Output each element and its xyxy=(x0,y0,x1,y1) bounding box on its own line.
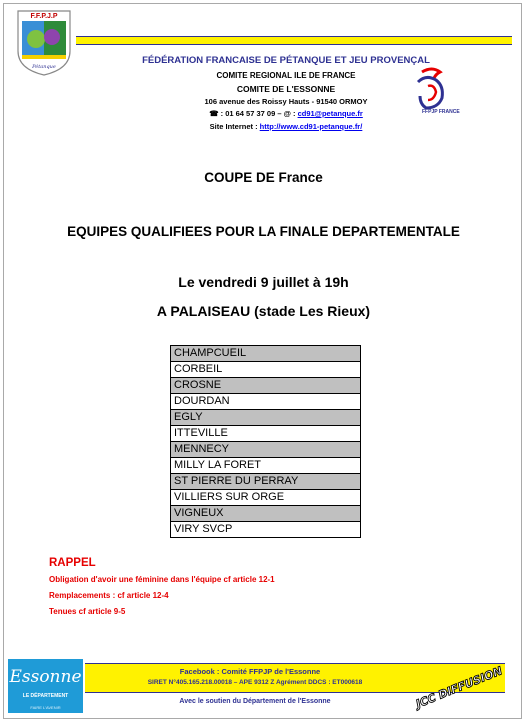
footer-support: Avec le soutien du Département de l'Essonne xyxy=(179,698,331,705)
rappel-line: Remplacements : cf article 12-4 xyxy=(49,591,169,600)
footer-siret: SIRET N°405.165.218.00018 – APE 9312 Z Agrément DDCS : ET000618 xyxy=(147,679,363,686)
svg-text:FFPJP FRANCE: FFPJP FRANCE xyxy=(422,109,460,115)
table-row xyxy=(171,394,361,410)
svg-text:JCC DIFFUSION: JCC DIFFUSION xyxy=(414,664,505,711)
table-row xyxy=(171,458,361,474)
table-row xyxy=(171,410,361,426)
team-cell: CORBEIL xyxy=(171,362,361,378)
rappel-line: Obligation d'avoir une féminine dans l'équipe cf article 12-1 xyxy=(49,575,275,584)
essonne-tagline: FAIRE L'AVENIR xyxy=(30,705,61,710)
team-cell: DOURDAN xyxy=(171,394,361,410)
ffpjp-logo xyxy=(14,7,74,77)
federation-name: FÉDÉRATION FRANCAISE DE PÉTANQUE ET JEU PROVENÇAL xyxy=(142,55,430,66)
team-cell: CHAMPCUEIL xyxy=(171,346,361,362)
team-cell: CROSNE xyxy=(171,378,361,394)
regional-committee: COMITE REGIONAL ILE DE FRANCE xyxy=(216,71,356,80)
table-row xyxy=(171,426,361,442)
team-cell: MILLY LA FORET xyxy=(171,458,361,474)
essonne-logo xyxy=(8,659,83,713)
email-link[interactable]: cd91@petanque.fr xyxy=(297,109,363,118)
ffpjp-france-logo xyxy=(412,64,460,115)
table-row xyxy=(171,346,361,362)
team-cell: ITTEVILLE xyxy=(171,426,361,442)
table-row xyxy=(171,522,361,538)
qualified-teams-table xyxy=(170,345,361,538)
svg-text:F.F.P.J.P: F.F.P.J.P xyxy=(30,13,58,20)
team-cell: VIRY SVCP xyxy=(171,522,361,538)
table-row xyxy=(171,490,361,506)
svg-text:Pétanque: Pétanque xyxy=(32,64,56,70)
rappel-line: Tenues cf article 9-5 xyxy=(49,607,126,616)
event-date: Le vendredi 9 juillet à 19h xyxy=(178,274,349,290)
team-cell: VIGNEUX xyxy=(171,506,361,522)
table-row xyxy=(171,474,361,490)
table-row xyxy=(171,506,361,522)
event-location: A PALAISEAU (stade Les Rieux) xyxy=(156,303,371,319)
phone-text: ☎ : 01 64 57 37 09 – @ : xyxy=(209,109,298,118)
essonne-subtitle: LE DÉPARTEMENT xyxy=(22,693,69,699)
table-row xyxy=(171,442,361,458)
department-committee: COMITE DE L'ESSONNE xyxy=(236,84,336,94)
team-cell: MENNECY xyxy=(171,442,361,458)
team-cell: VILLIERS SUR ORGE xyxy=(171,490,361,506)
table-row xyxy=(171,378,361,394)
website-line xyxy=(76,122,496,131)
document-subtitle: EQUIPES QUALIFIEES POUR LA FINALE DEPARTEMENTALE xyxy=(67,224,460,239)
website-link[interactable]: http://www.cd91-petanque.fr/ xyxy=(259,122,363,131)
team-cell: EGLY xyxy=(171,410,361,426)
table-row xyxy=(171,362,361,378)
team-cell: ST PIERRE DU PERRAY xyxy=(171,474,361,490)
footer-facebook: Facebook : Comité FFPJP de l'Essonne xyxy=(179,667,321,676)
header-band xyxy=(76,36,512,45)
rappel-heading: RAPPEL xyxy=(49,557,96,569)
essonne-name: Essonne xyxy=(9,667,82,687)
document-title: COUPE DE France xyxy=(204,170,323,185)
address: 106 avenue des Roissy Hauts - 91540 ORMOY xyxy=(204,97,368,106)
jcc-diffusion-stamp xyxy=(414,664,505,711)
website-label: Site Internet : xyxy=(209,122,260,131)
